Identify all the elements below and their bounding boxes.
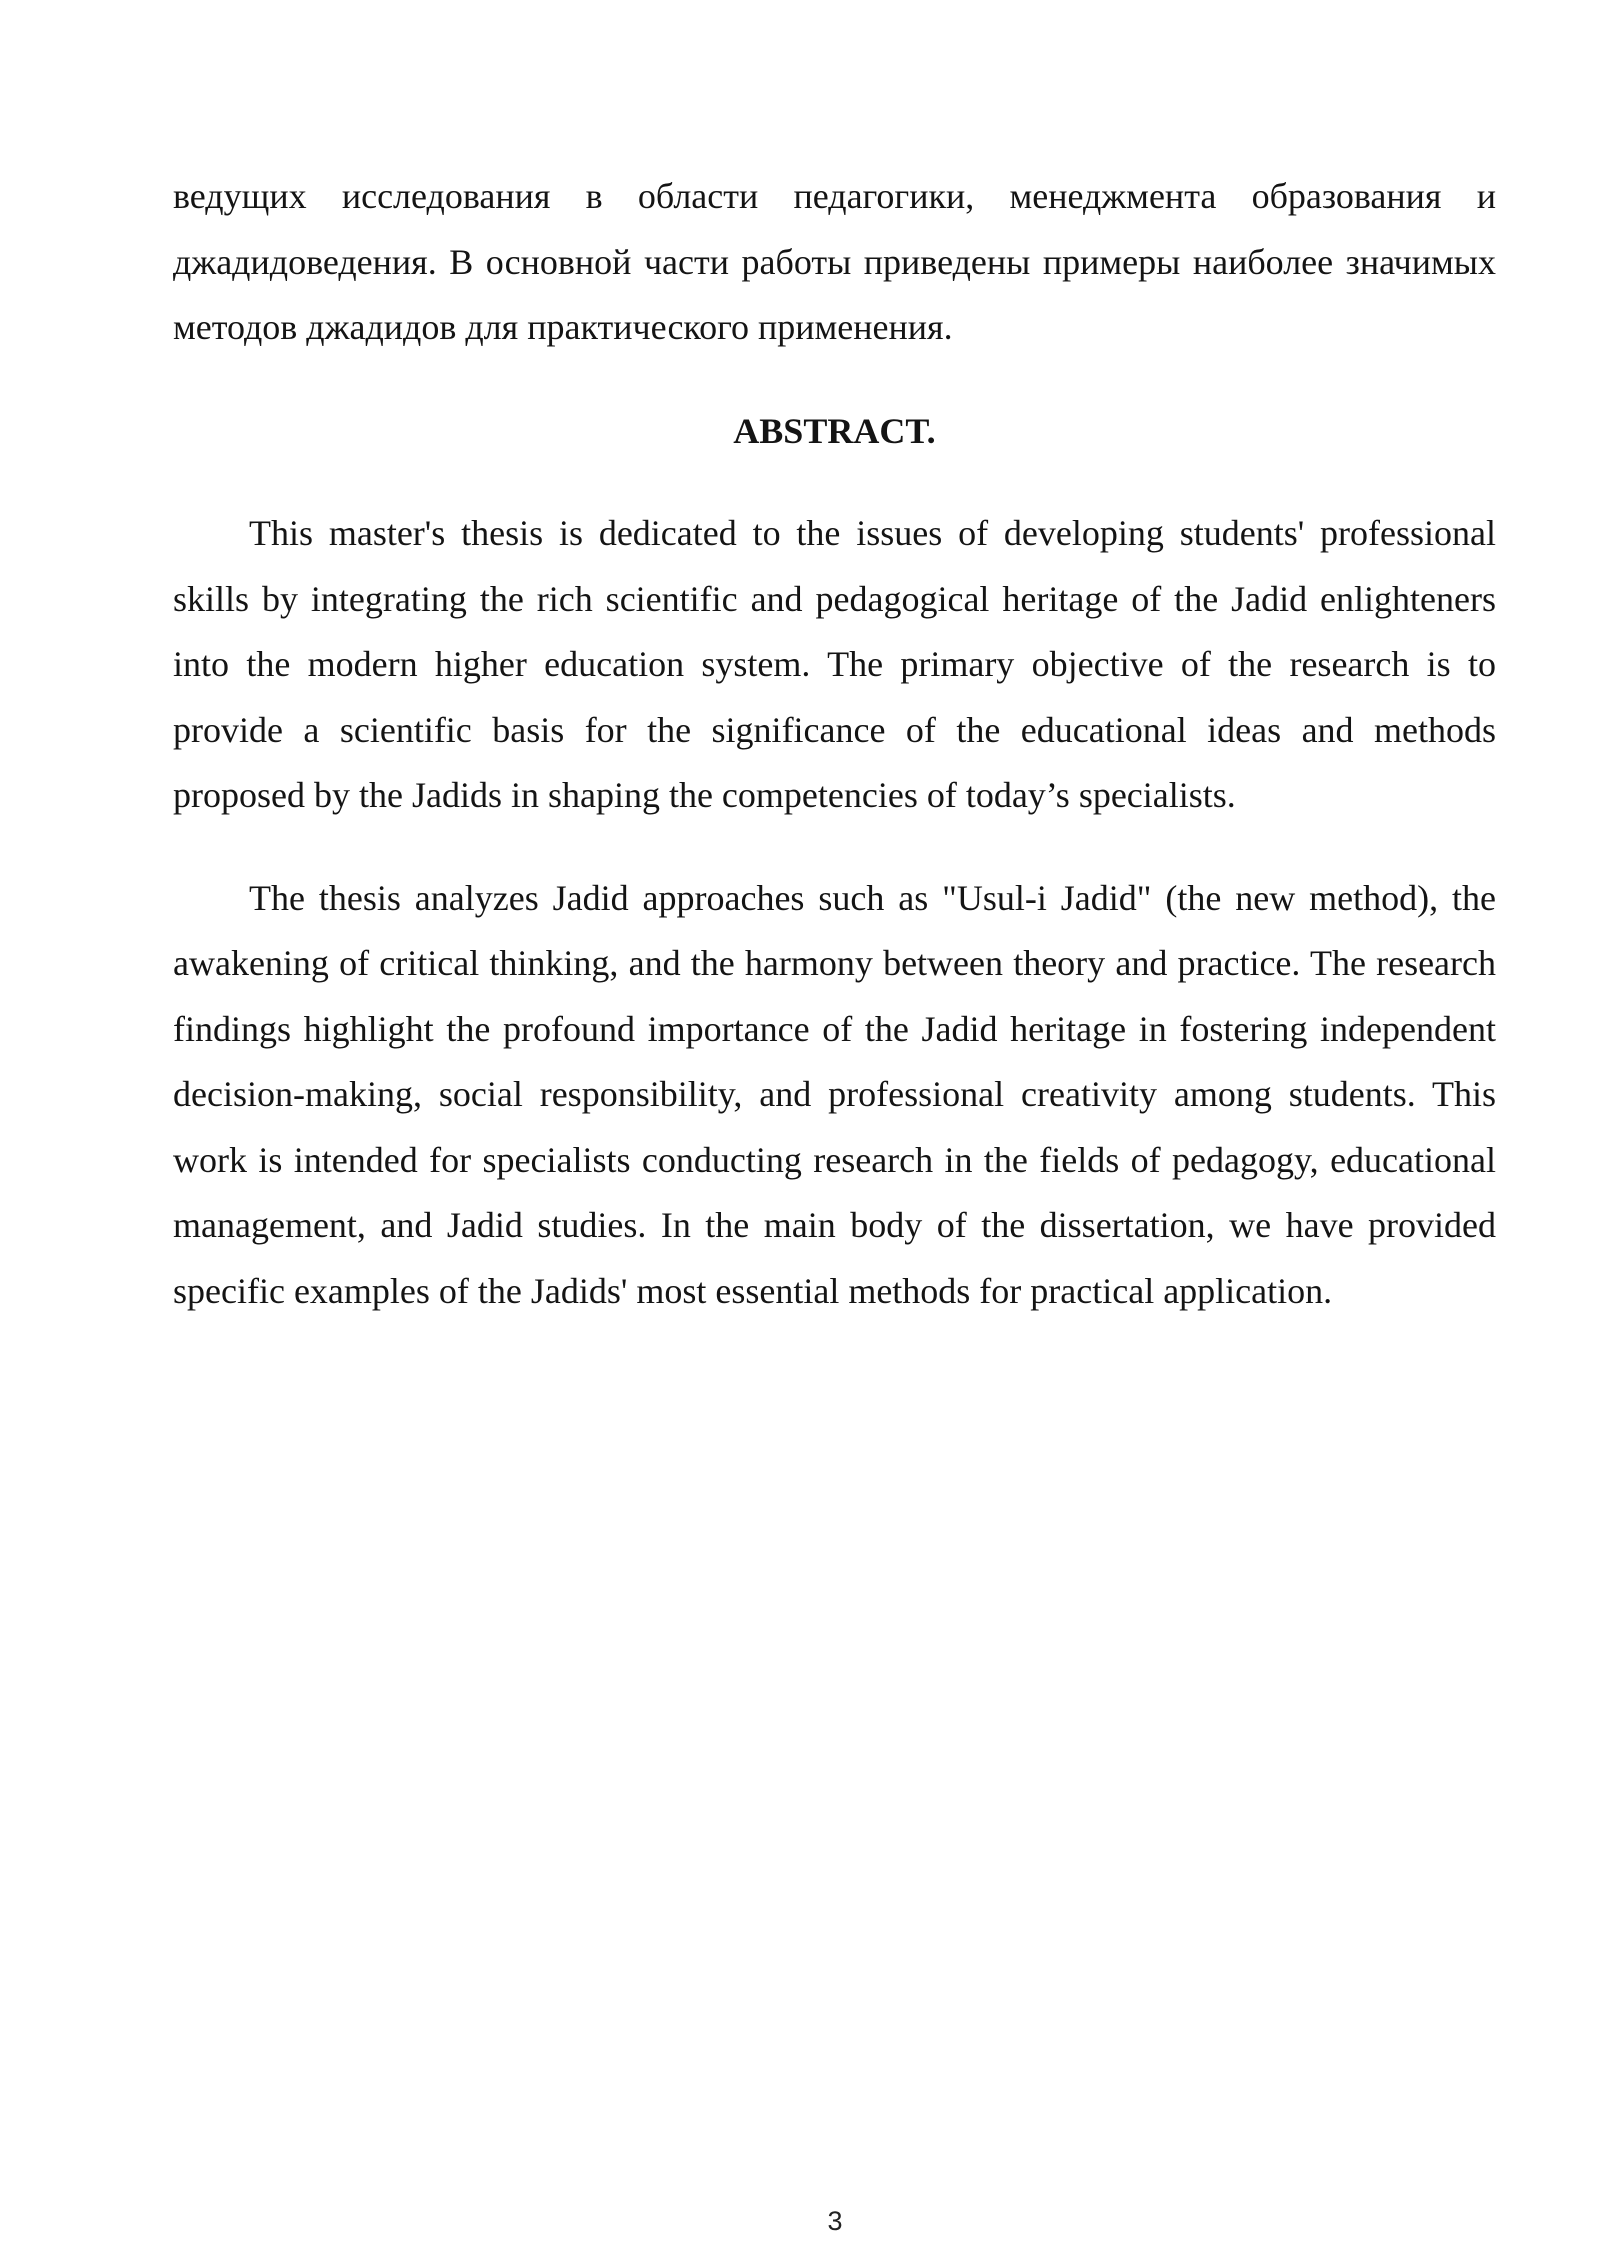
abstract-paragraph-1: This master's thesis is dedicated to the issues of developing students' professional skills by integrating the rich scientific and pedagogical heritage of the Jadid enlighteners into the modern higher education system. The primary objective of the research is to provide a scientific basis for the significance of the educational ideas and methods proposed by the Jadids in shaping the competencies of today’s specialists. xyxy=(173,513,1496,815)
page-number: 3 xyxy=(827,2206,843,2236)
abstract-paragraph-2: The thesis analyzes Jadid approaches such as "Usul-i Jadid" (the new method), the awakening of critical thinking, and the harmony between theory and practice. The research findings highlight the profound importance of the Jadid heritage in fostering independent decision-making, social responsibility, and professional creativity among students. This work is intended for specialists conducting research in the fields of pedagogy, educational management, and Jadid studies. In the main body of the dissertation, we have provided specific examples of the Jadids' most essential methods for practical application. xyxy=(173,877,1496,1311)
russian-summary-continuation: ведущих исследования в области педагогики, менеджмента образования и джадидоведения. В основной части работы приведены примеры наиболее значимых методов джадидов для практического применения. xyxy=(173,176,1496,347)
abstract-heading: ABSTRACT. xyxy=(733,410,936,451)
page-body xyxy=(173,164,1496,1324)
